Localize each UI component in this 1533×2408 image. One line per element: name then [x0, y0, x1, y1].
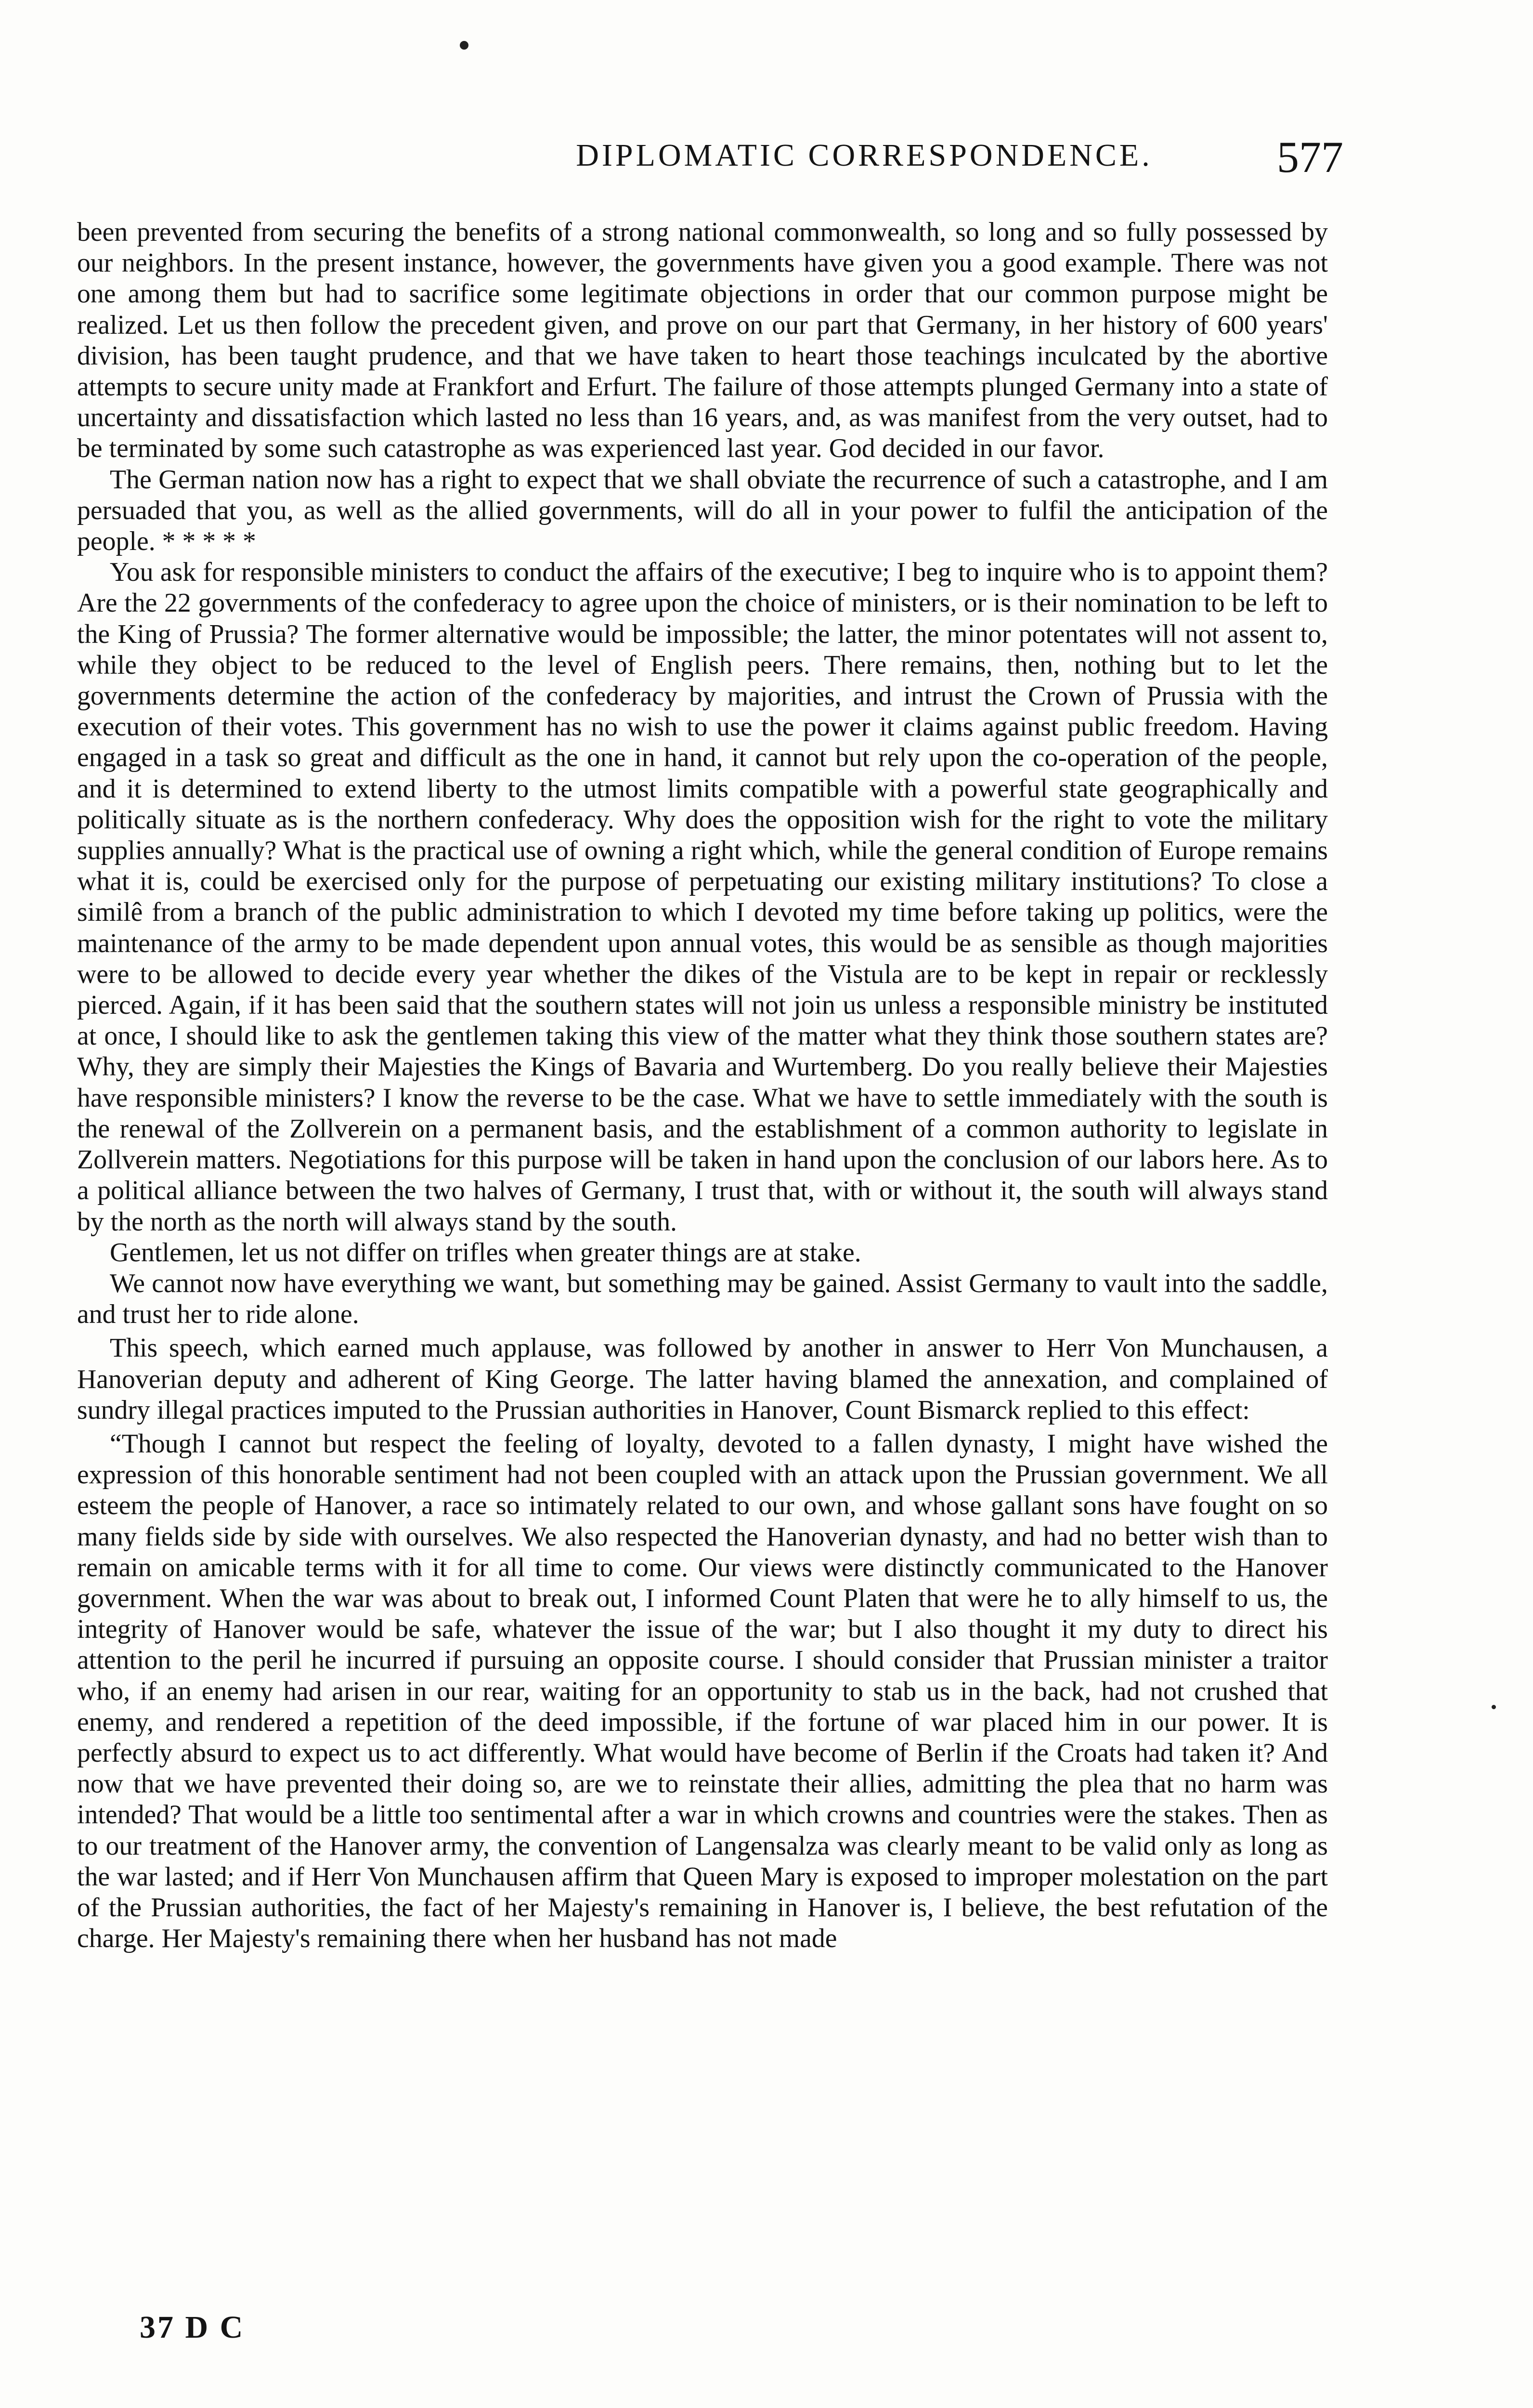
printer-signature: 37 D C: [140, 2310, 245, 2345]
margin-dot-mark: [1492, 1705, 1496, 1709]
quoted-speech: “Though I cannot but respect the feeling of loyalty, devoted to a fallen dynasty, I might have wished the expression of this honorable sentiment had not been coupled with an attack upon the Prussian government. We all esteem the people of Hanover, a race so intimately related to our own, and whose gallant sons have fought on so many fields side by side with ourselves. We also respected the Hanoverian dynasty, and had no better wish than to remain on amicable terms with it for all time to come. Our views were distinctly communicated to the Hanover government. When the war was about to break out, I informed Count Platen that were he to ally himself to us, the integrity of Hanover would be safe, whatever the issue of the war; but I also thought it my duty to direct his attention to the peril he incurred if pursuing an opposite course. I should consider that Prussian minister a traitor who, if an enemy had arisen in our rear, waiting for an opportunity to stab us in the back, had not crushed that enemy, and rendered a repetition of the deed impossible, if the fortune of war placed him in our power. It is perfectly absurd to expect us to act differently. What would have become of Berlin if the Croats had taken it? And now that we have prevented their doing so, are we to reinstate their allies, admitting the plea that no harm was intended? That would be a little too sentimental after a war in which crowns and countries were the stakes. Then as to our treatment of the Hanover army, the convention of Langensalza was clearly meant to be valid only as long as the war lasted; and if Herr Von Munchausen affirm that Queen Mary is exposed to improper molestation on the part of the Prussian authorities, the fact of her Majesty's remaining in Hanover is, I believe, the best refutation of the charge. Her Majesty's remaining there when her husband has not made: [77, 1428, 1328, 1954]
paragraph: This speech, which earned much applause, was followed by another in answer to Herr Von Munchausen, a Hanoverian deputy and adherent of King George. The latter having blamed the annexation, and complained of sundry illegal practices imputed to the Prussian authorities in Hanover, Count Bismarck replied to this effect:: [77, 1333, 1328, 1425]
paragraph: The German nation now has a right to expect that we shall obviate the recurrence of such a catastrophe, and I am persuaded that you, as well as the allied governments, will do all in your power to fulfil the anticipation of the people. * * * * *: [77, 464, 1328, 557]
paragraph-continuation: been prevented from securing the benefits of a strong national commonwealth, so long and so fully possessed by our neighbors. In the present instance, however, the governments have given you a good example. There was not one among them but had to sacrifice some legitimate objections in order that our common purpose might be realized. Let us then follow the precedent given, and prove on our part that Germany, in her history of 600 years' division, has been taught prudence, and that we have taken to heart those teachings inculcated by the abortive attempts to secure unity made at Frankfort and Erfurt. The failure of those attempts plunged Germany into a state of uncertainty and dissatisfaction which lasted no less than 16 years, and, as was manifest from the very outset, had to be terminated by some such catastrophe as was experienced last year. God decided in our favor.: [77, 217, 1328, 464]
paragraph: You ask for responsible ministers to conduct the affairs of the executive; I beg to inquire who is to appoint them? Are the 22 governments of the confederacy to agree upon the choice of ministers, or is their nomination to be left to the King of Prussia? The former alternative would be impossible; the latter, the minor potentates will not assent to, while they object to be reduced to the level of English peers. There remains, then, nothing but to let the governments determine the action of the confederacy by majorities, and intrust the Crown of Prussia with the execution of their votes. This government has no wish to use the power it claims against public freedom. Having engaged in a task so great and difficult as the one in hand, it cannot but rely upon the co-operation of the people, and it is determined to extend liberty to the utmost limits compatible with a powerful state geographically and politically situate as is the northern confederacy. Why does the opposition wish for the right to vote the military supplies annually? What is the practical use of owning a right which, while the general condition of Europe remains what it is, could be exercised only for the purpose of perpetuating our existing military institutions? To close a similê from a branch of the public administration to which I devoted my time before taking up politics, were the maintenance of the army to be made dependent upon annual votes, this would be as sensible as though majorities were to be allowed to decide every year whether the dikes of the Vistula are to be kept in repair or recklessly pierced. Again, if it has been said that the southern states will not join us unless a responsible ministry be instituted at once, I should like to ask the gentlemen taking this view of the matter what they think those southern states are? Why, they are simply their Majesties the Kings of Bavaria and Wurtemberg. Do you really believe their Majesties have responsible ministers? I know the reverse to be the case. What we have to settle immediately with the south is the renewal of the Zollverein on a permanent basis, and the establishment of a common authority to legislate in Zollverein matters. Negotiations for this purpose will be taken in hand upon the conclusion of our labors here. As to a political alliance between the two halves of Germany, I trust that, with or without it, the south will always stand by the north as the north will always stand by the south.: [77, 557, 1328, 1237]
running-title: DIPLOMATIC CORRESPONDENCE.: [576, 138, 1153, 173]
paragraph: We cannot now have everything we want, but something may be gained. Assist Germany to vault into the saddle, and trust her to ride alone.: [77, 1268, 1328, 1330]
body-text: [77, 217, 1328, 1954]
page-number: 577: [1277, 132, 1343, 182]
paragraph: Gentlemen, let us not differ on trifles when greater things are at stake.: [110, 1237, 861, 1268]
ink-dot-mark: [460, 41, 468, 50]
